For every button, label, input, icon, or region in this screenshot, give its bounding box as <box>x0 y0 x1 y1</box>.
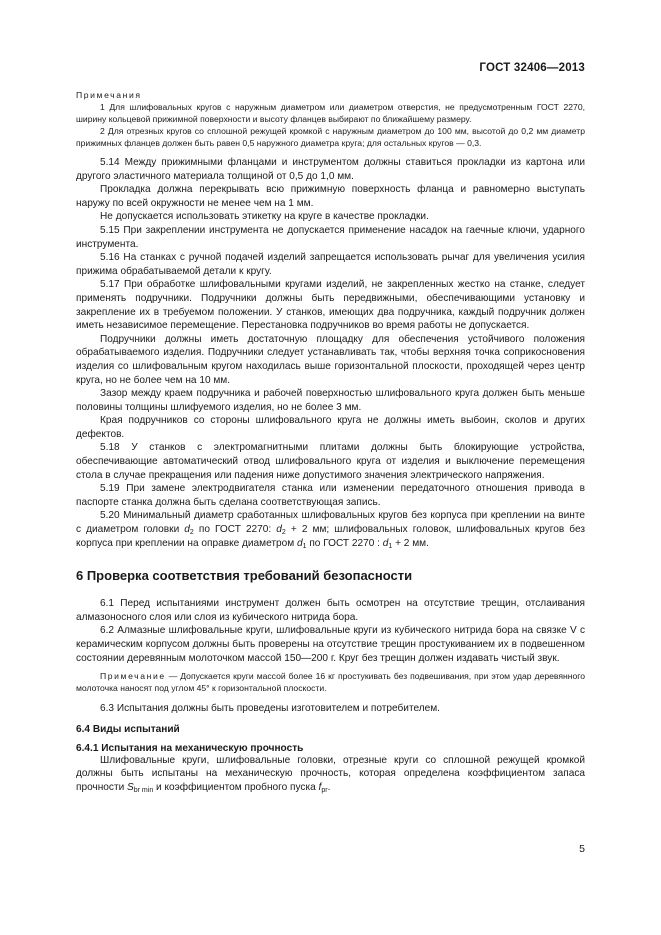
clause-6-3: 6.3 Испытания должны быть проведены изготовителем и потребителем. <box>100 703 440 715</box>
clause-5-17-d: Края подручников со стороны шлифовального круга не должны иметь выбоин, сколов и других дефектов. <box>76 415 585 440</box>
clause-5-18: 5.18 У станков с электромагнитными плитами должны быть блокирующие устройства, обеспечивающие автоматический отвод шлифовального круга от изделия и выключение перемещения стола в случае прекращения или падения ниже допустимого значения электрического напряжения. <box>76 442 585 481</box>
clause-5-15: 5.15 При закреплении инструмента не допускается применение насадок на гаечные ключи, ударного инструмента. <box>76 224 585 250</box>
clause-5-17-b: Подручники должны иметь достаточную площадку для обеспечения устойчивого положения обрабатываемого изделия. Подручники следует устанавливать так, чтобы верхняя точка соприкосновения изделия со шлифовальным кругом находилась выше горизонтальной плоскости, проходящей через центр круга, но не более чем на 10 мм. <box>76 333 585 386</box>
clause-5-17-c: Зазор между краем подручника и рабочей поверхностью шлифовального круга должен быть меньше половины толщины шлифуемого изделия, но не более 3 мм. <box>76 388 585 413</box>
subsection-6-4-1-title: 6.4.1 Испытания на механическую прочность <box>76 742 304 754</box>
note-2: 2 Для отрезных кругов со сплошной режущей кромкой с наружным диаметром до 100 мм, высотой до 0,2 мм диаметр прижимных фланцев должен быть равен 0,5 наружного диаметра круга; для остальных кругов — 0,3. <box>76 126 585 148</box>
clause-5-14: 5.14 Между прижимными фланцами и инструментом должны ставиться прокладки из картона или другого эластичного материала толщиной от 0,5 до 1,0 мм. <box>76 157 585 182</box>
clause-5-20: 5.20 Минимальный диаметр сработанных шлифовальных кругов без корпуса при креплении на винте с диаметром головки $d_2$ по ГОСТ 2270: $d_2 + 2$ мм; шлифовальных головок, шлифовальных кругов без корпуса при креплении на оправке диаметром $d_1$ по ГОСТ 2270 : $d_1 + 2$ мм. <box>76 510 585 550</box>
clause-5-14-c: Не допускается использовать этикетку на круге в качестве прокладки. <box>100 211 429 223</box>
clause-6-2: 6.2 Алмазные шлифовальные круги, шлифовальные круги из кубического нитрида бора на связке V с керамическим корпусом должны быть проверены на отсутствие трещин простукиванием их в подвешенном состоянии деревянным молоточком массой 150—200 г. Круг без трещин должен издавать чистый звук. <box>76 625 585 664</box>
page-number: 5 <box>579 843 585 855</box>
page-content <box>76 89 585 795</box>
clause-6-1: 6.1 Перед испытаниями инструмент должен быть осмотрен на отсутствие трещин, отслаивания алмазоносного слоя или слоя из кубического нитрида бора. <box>76 598 585 623</box>
notes-title: Примечания <box>76 90 142 100</box>
section-6-title: 6 Проверка соответствия требований безопасности <box>76 568 413 584</box>
note-1: 1 Для шлифовальных кругов с наружным диаметром или диаметром отверстия, не предусмотренным ГОСТ 2270, ширину кольцевой прижимной поверхности и высоту фланцев выбирают по ближайшему размеру. <box>76 102 585 124</box>
subsection-6-4-title: 6.4 Виды испытаний <box>76 723 180 735</box>
clause-5-14-b: Прокладка должна перекрывать всю прижимную поверхность фланца и равномерно выступать наружу по всей окружности не менее чем на 1 мм. <box>76 184 585 209</box>
section-6-note: Примечание — Допускается круги массой более 16 кг простукивать без подвешивания, при этом удар деревянного молоточка наносят под углом 45° к горизонтальной плоскости. <box>76 671 585 694</box>
clause-5-19: 5.19 При замене электродвигателя станка или изменении передаточного отношения привода в паспорте станка должна быть сделана соответствующая запись. <box>76 483 585 508</box>
clause-5-17: 5.17 При обработке шлифовальными кругами изделий, не закрепленных жестко на станке, следует применять подручники. Подручники должны быть передвижными, обеспечивающими установку и закрепление их в требуемом положении. У станков, имеющих два подручника, каждый подручник должен иметь независимое перемещение. Перестановка подручников во время работы не допускается. <box>76 279 585 332</box>
standard-code: ГОСТ 32406—2013 <box>479 62 585 74</box>
clause-5-16: 5.16 На станках с ручной подачей изделий запрещается использовать рычаг для увеличения усилия прижима обрабатываемой детали к кругу. <box>76 252 585 277</box>
clause-6-4-1: Шлифовальные круги, шлифовальные головки, отрезные круги со сплошной режущей кромкой должны быть испытаны на механическую прочность, которая определена коэффициентом запаса прочности $S_{br min}$ и коэффициентом пробного пуска $f_{pr}$. <box>76 754 585 794</box>
